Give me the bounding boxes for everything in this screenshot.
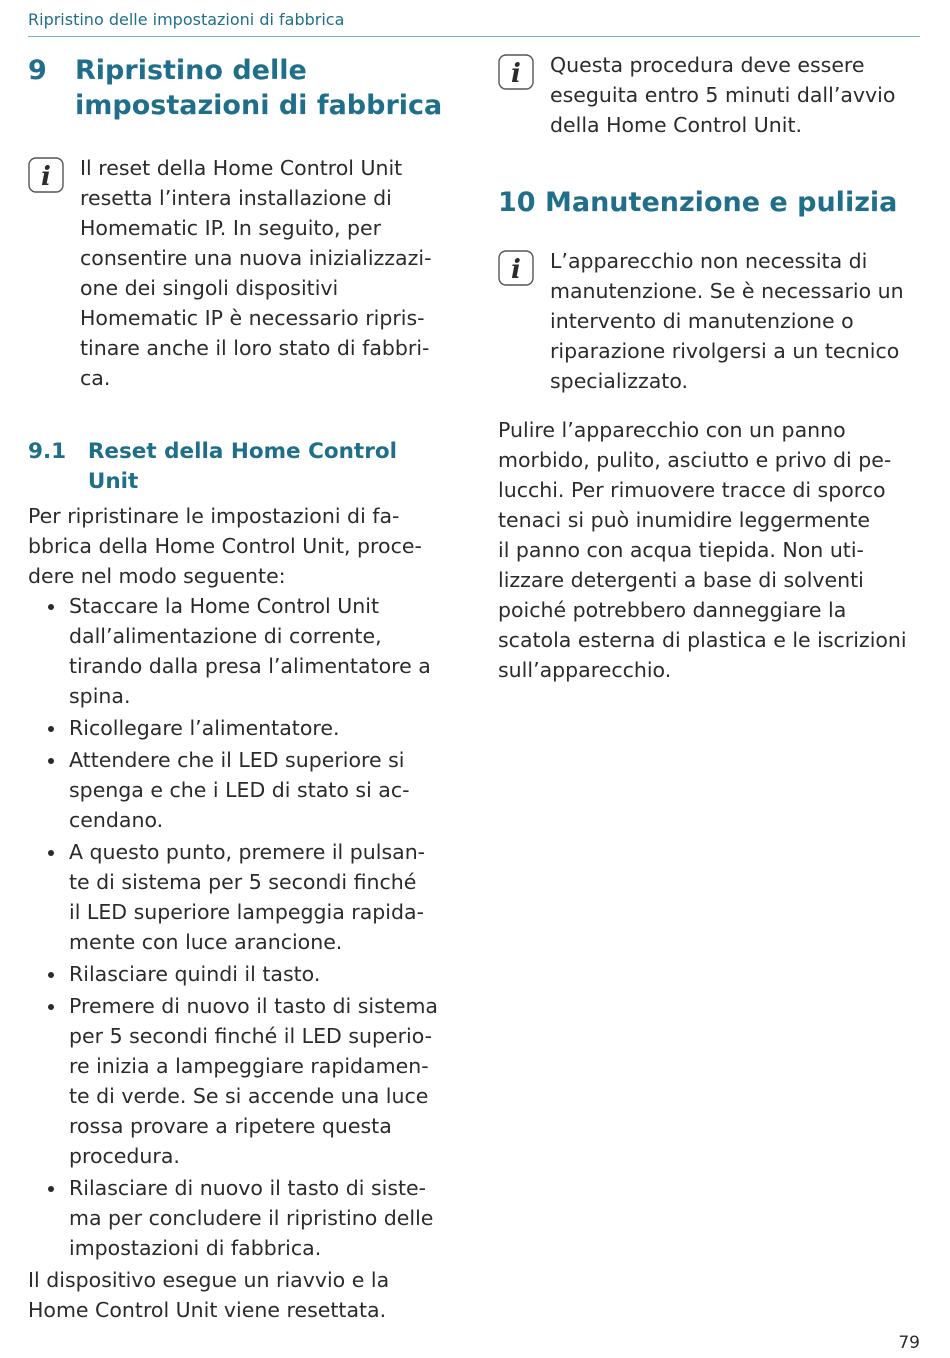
list-item: Rilasciare di nuovo il tasto di siste- ma per concludere il ripristino delle impostazioni di fabbrica. (28, 1173, 454, 1263)
section-9-title-line1: Ripristino delle (75, 55, 307, 86)
info-note-maintenance (498, 246, 924, 396)
info-icon (28, 157, 64, 193)
svg-text:i: i (511, 59, 521, 89)
section-9-heading (28, 53, 454, 123)
list-item: Attendere che il LED superiore si spenga e che i LED di stato si ac- cendano. (28, 745, 454, 835)
list-item: Rilasciare quindi il tasto. (28, 959, 454, 989)
info-timing-text: Questa procedura deve essere eseguita entro 5 minuti dall’avvio della Home Control Unit. (550, 53, 896, 137)
section-10-heading (498, 185, 924, 220)
section-9-1-heading (28, 437, 454, 497)
info-icon (498, 54, 534, 90)
left-column (28, 50, 454, 1325)
info-note-timing (498, 50, 924, 140)
section-10-number: 10 (498, 187, 536, 218)
list-item: A questo punto, premere il pulsan- te di sistema per 5 secondi finché il LED superiore lampeggia rapida- mente con luce arancione. (28, 837, 454, 957)
info-note-reset (28, 153, 454, 393)
section-9-number: 9 (28, 55, 47, 86)
svg-text:i: i (511, 255, 521, 285)
svg-text:i: i (41, 162, 51, 192)
list-item: Premere di nuovo il tasto di sistema per 5 secondi finché il LED superio- re inizia a lampeggiare rapidamen- te di verde. Se si accende una luce rossa provare a ripetere questa procedura. (28, 991, 454, 1171)
reset-steps-list (28, 591, 454, 1263)
info-maintenance-text: L’apparecchio non necessita di manutenzione. Se è necessario un intervento di manutenzione o riparazione rivolgersi a un tecnico specializzato. (550, 249, 904, 393)
cleaning-instructions: Pulire l’apparecchio con un panno morbido, pulito, asciutto e privo di pe- lucchi. Per rimuovere tracce di sporco tenaci si può inumidire leggermente il panno con acqua tiepida. Non uti- lizzare detergenti a base di solventi poiché potrebbero danneggiare la scatola esterna di plastica e le iscrizioni sull’apparecchio. (498, 418, 907, 682)
section-9-title-line2: impostazioni di fabbrica (75, 90, 443, 121)
reset-intro: Per ripristinare le impostazioni di fa- bbrica della Home Control Unit, proce- dere nel modo seguente: (28, 504, 422, 588)
page-number: 79 (898, 1333, 920, 1353)
section-9-1-number: 9.1 (28, 439, 67, 464)
reset-outro: Il dispositivo esegue un riavvio e la Home Control Unit viene resettata. (28, 1268, 390, 1322)
info-reset-text: Il reset della Home Control Unit resetta l’intera installazione di Homematic IP. In seguito, per consentire una nuova inizializzazi- one dei singoli dispositivi Homematic IP è necessario ripris- tinare anche il loro stato di fabbri- ca. (80, 156, 432, 390)
header-divider (28, 36, 920, 37)
running-header: Ripristino delle impostazioni di fabbrica (28, 10, 345, 29)
info-icon (498, 250, 534, 286)
right-column (498, 50, 924, 685)
list-item: Ricollegare l’alimentatore. (28, 713, 454, 743)
section-10-title: Manutenzione e pulizia (545, 187, 898, 218)
list-item: Staccare la Home Control Unit dall’alimentazione di corrente, tirando dalla presa l’alimentatore a spina. (28, 591, 454, 711)
section-9-1-title: Reset della Home Control Unit (87, 439, 397, 494)
